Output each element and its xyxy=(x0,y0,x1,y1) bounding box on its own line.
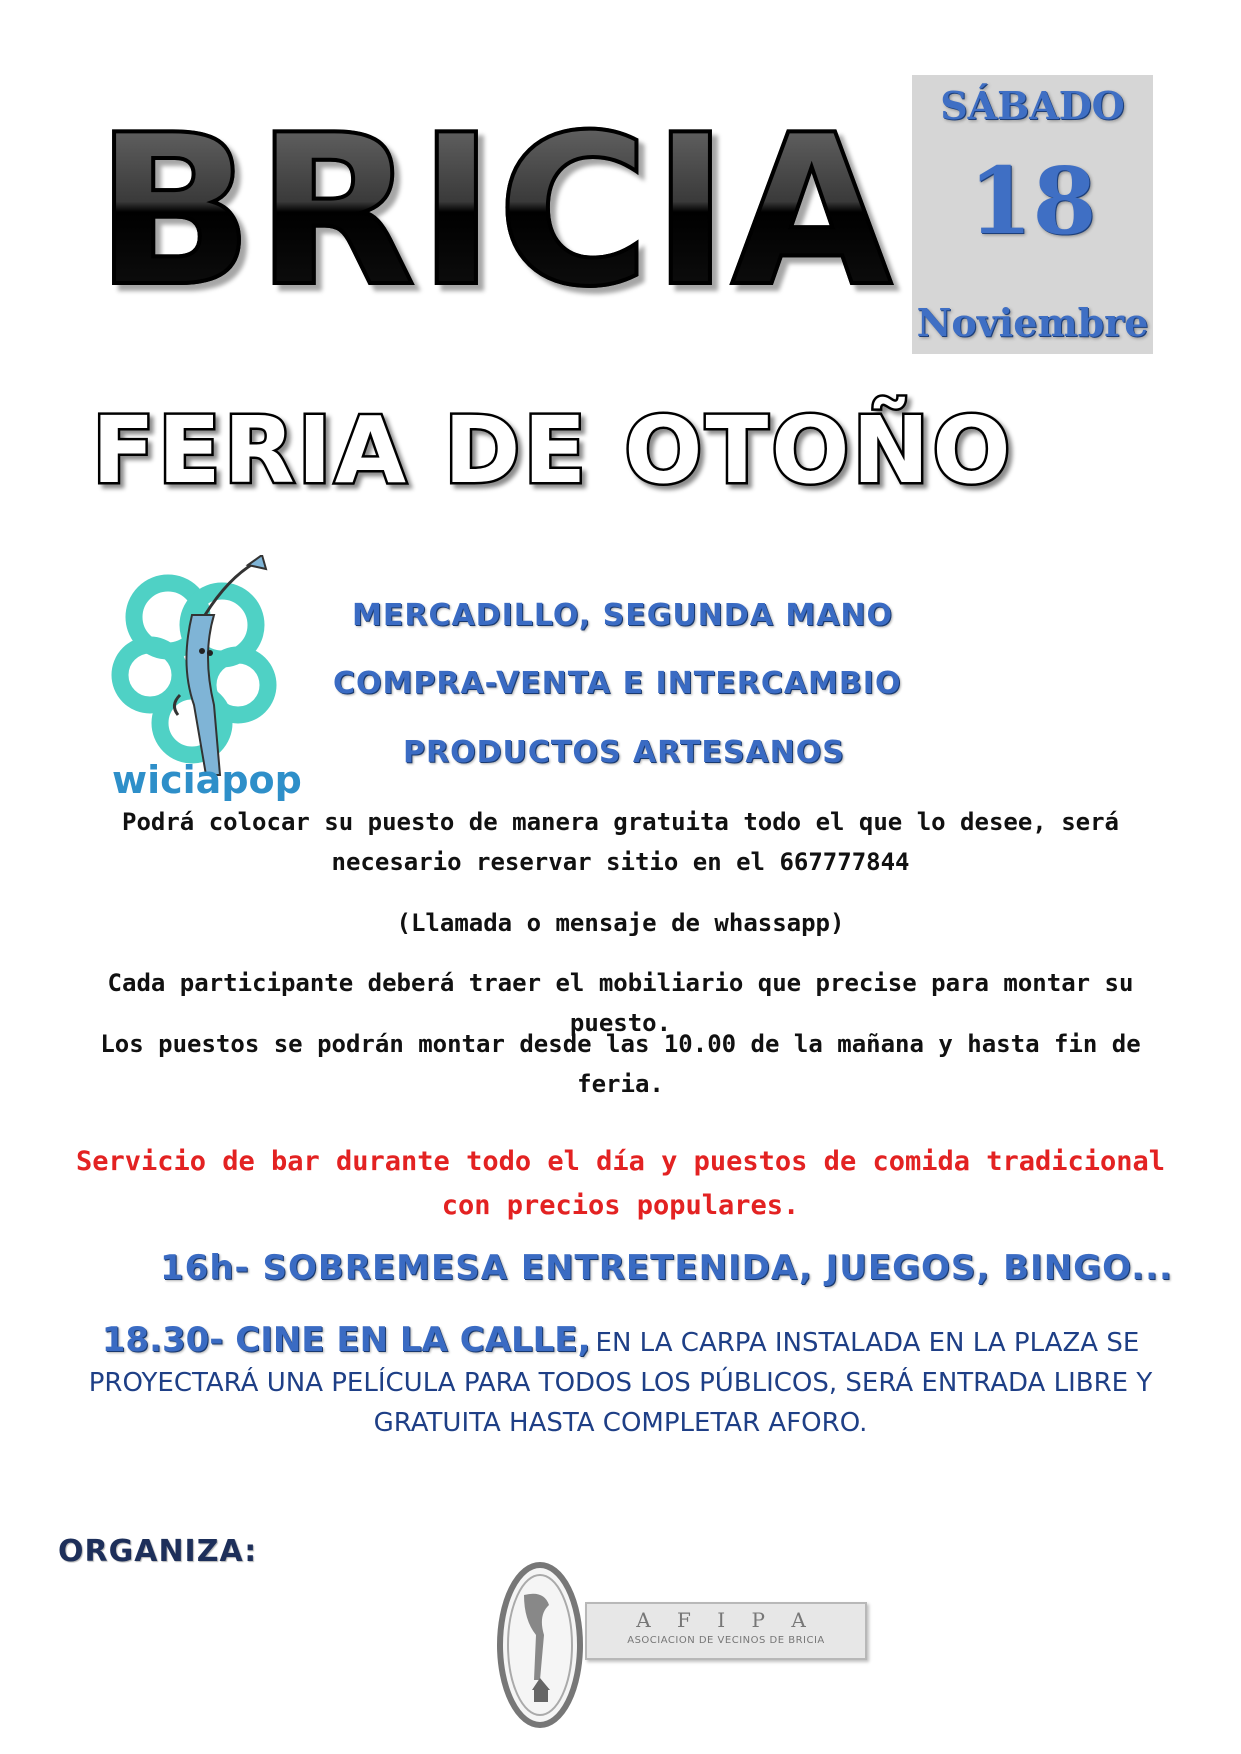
schedule-1830-desc: EN LA CARPA INSTALADA EN LA PLAZA SE PROYECTARÁ UNA PELÍCULA PARA TODOS LOS PÚBLICOS, SERÁ ENTRADA LIBRE Y GRATUITA HASTA COMPLETAR AFORO. xyxy=(88,1328,1153,1438)
date-weekday: SÁBADO xyxy=(940,83,1125,128)
info-contact-method: (Llamada o mensaje de whassapp) xyxy=(396,909,845,937)
schedule-1830-title: 18.30- CINE EN LA CALLE, xyxy=(101,1320,591,1360)
activity-mercadillo: MERCADILLO, SEGUNDA MANO xyxy=(352,598,894,633)
date-month: Noviembre xyxy=(916,300,1149,345)
date-box xyxy=(912,75,1153,354)
main-title: BRICIA xyxy=(95,91,895,333)
wiciapop-label: wiciapop xyxy=(112,758,302,802)
afipa-nameplate xyxy=(585,1602,867,1660)
activity-compra-venta: COMPRA-VENTA E INTERCAMBIO xyxy=(333,666,902,701)
afipa-full-name: ASOCIACION DE VECINOS DE BRICIA xyxy=(627,1635,825,1646)
event-subtitle: FERIA DE OTOÑO xyxy=(92,397,1014,504)
activity-productos: PRODUCTOS ARTESANOS xyxy=(403,735,845,770)
afipa-logo-icon xyxy=(494,1560,586,1730)
bar-notice: Servicio de bar durante todo el día y puestos de comida tradicional con precios populares. xyxy=(75,1146,1166,1221)
afipa-name: A F I P A xyxy=(636,1608,816,1632)
schedule-16h: 16h- SOBREMESA ENTRETENIDA, JUEGOS, BINGO... xyxy=(160,1248,1173,1288)
organizer-label: ORGANIZA: xyxy=(58,1534,258,1569)
info-furniture: Cada participante deberá traer el mobiliario que precise para montar su puesto. xyxy=(107,969,1134,1037)
schedule-1830 xyxy=(60,1320,1181,1443)
info-setup-time: Los puestos se podrán montar desde las 10.00 de la mañana y hasta fin de feria. xyxy=(100,1030,1141,1098)
date-number: 18 xyxy=(968,147,1097,255)
info-reservation: Podrá colocar su puesto de manera gratuita todo el que lo desee, será necesario reservar sitio en el 667777844 xyxy=(122,808,1119,876)
